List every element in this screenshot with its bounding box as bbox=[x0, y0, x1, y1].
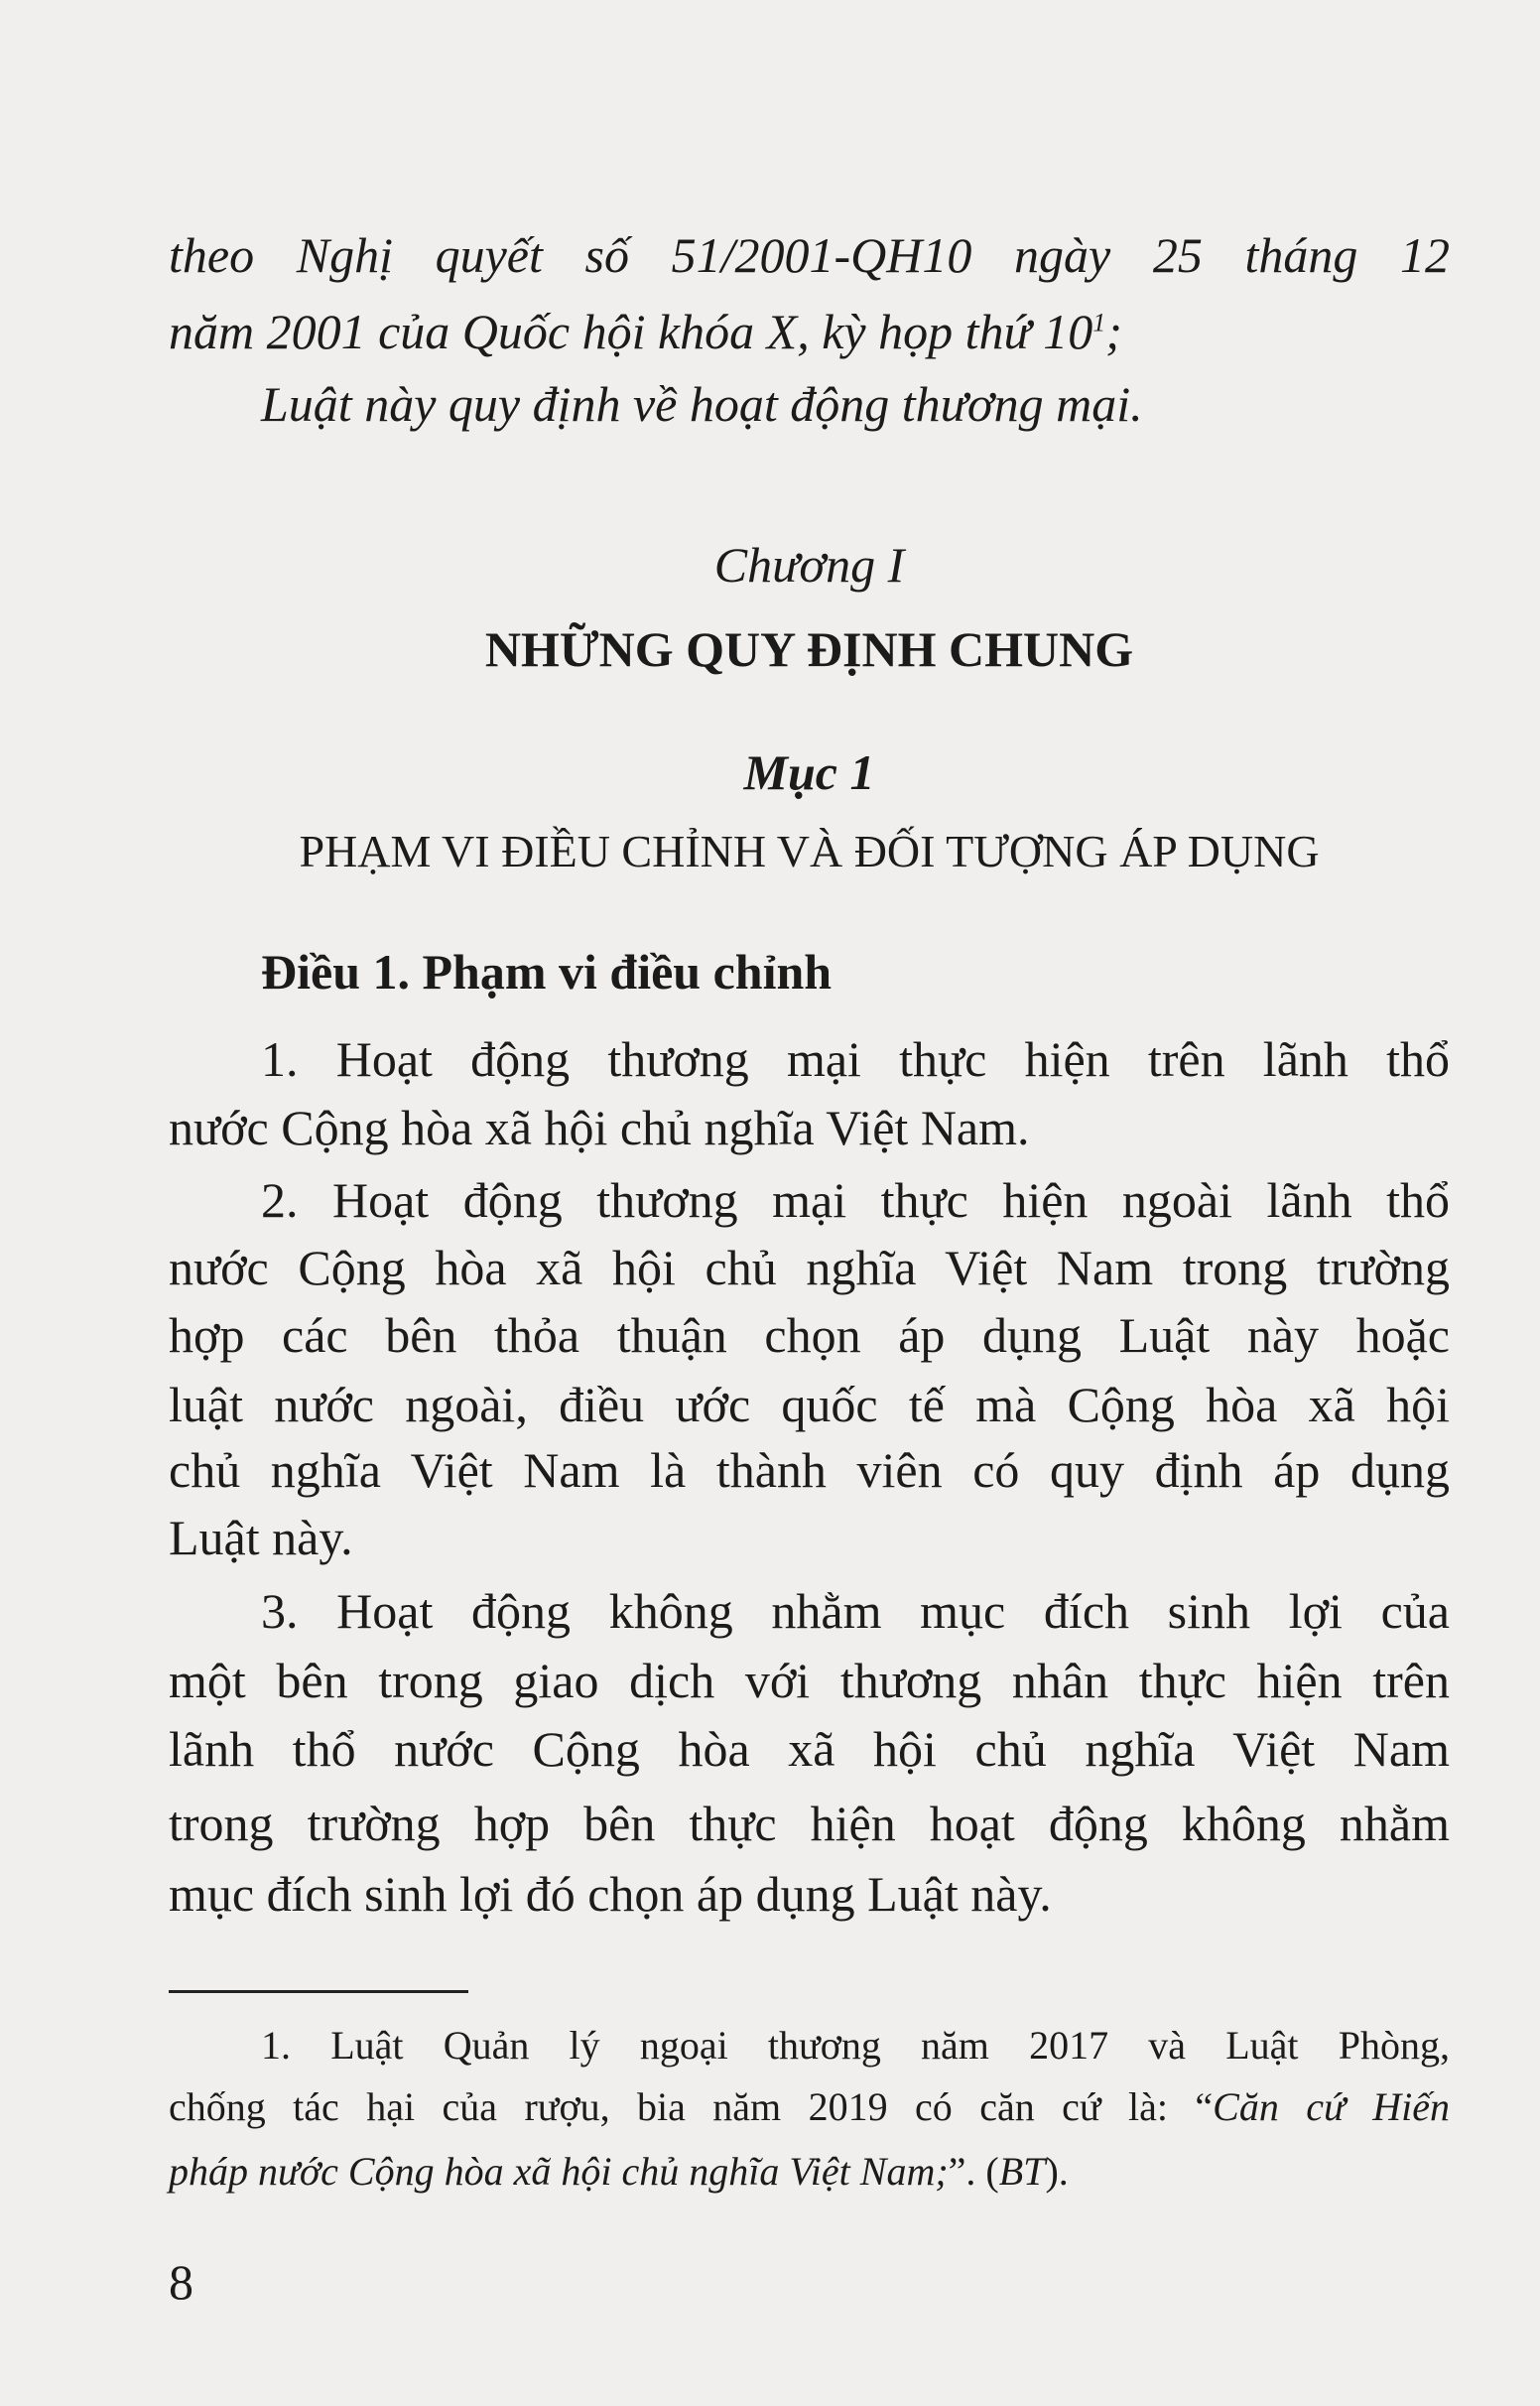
clause-line: chủ nghĩa Việt Nam là thành viên có quy định áp dụng bbox=[169, 1442, 1450, 1498]
clause-line: Luật này. bbox=[169, 1510, 353, 1565]
footnote-line bbox=[169, 2137, 1450, 2206]
clause-line: 2. Hoạt động thương mại thực hiện ngoài lãnh thổ bbox=[261, 1172, 1450, 1228]
clause-line: trong trường hợp bên thực hiện hoạt động không nhằm bbox=[169, 1796, 1450, 1851]
clause-line: một bên trong giao dịch với thương nhân thực hiện trên bbox=[169, 1653, 1450, 1708]
clause-line: mục đích sinh lợi đó chọn áp dụng Luật này. bbox=[169, 1866, 1052, 1922]
footnote-text: ). bbox=[1045, 2149, 1069, 2194]
chapter-label: Chương I bbox=[713, 537, 905, 593]
page-number: 8 bbox=[169, 2254, 193, 2310]
article-heading: Điều 1. Phạm vi điều chỉnh bbox=[261, 944, 833, 1000]
section-label: Mục 1 bbox=[743, 744, 875, 800]
preamble-line bbox=[169, 297, 1450, 366]
footnote-ref[interactable]: 1 bbox=[1092, 308, 1106, 337]
preamble-line: Luật này quy định về hoạt động thương mại. bbox=[261, 376, 1143, 432]
preamble-line: theo Nghị quyết số 51/2001-QH10 ngày 25 tháng 12 bbox=[169, 227, 1450, 283]
footnote-quote: pháp nước Cộng hòa xã hội chủ nghĩa Việt Nam; bbox=[169, 2149, 949, 2194]
clause-line: 3. Hoạt động không nhằm mục đích sinh lợi của bbox=[261, 1583, 1450, 1639]
punct: ; bbox=[1105, 304, 1122, 359]
footnote-text: ”. ( bbox=[948, 2149, 999, 2194]
footnote-line bbox=[169, 2072, 1450, 2142]
clause-line: nước Cộng hòa xã hội chủ nghĩa Việt Nam. bbox=[169, 1100, 1030, 1155]
footnote-line: 1. Luật Quản lý ngoại thương năm 2017 và Luật Phòng, bbox=[261, 2023, 1450, 2068]
clause-line: 1. Hoạt động thương mại thực hiện trên lãnh thổ bbox=[261, 1031, 1450, 1087]
clause-line: hợp các bên thỏa thuận chọn áp dụng Luật này hoặc bbox=[169, 1307, 1450, 1363]
clause-line: nước Cộng hòa xã hội chủ nghĩa Việt Nam trong trường bbox=[169, 1240, 1450, 1295]
chapter-title: NHỮNG QUY ĐỊNH CHUNG bbox=[484, 621, 1134, 677]
footnote-abbrev: BT bbox=[998, 2149, 1046, 2194]
footnote-divider bbox=[169, 1990, 468, 1993]
footnote-text: chống tác hại của rượu, bia năm 2019 có căn cứ là: “ bbox=[169, 2084, 1214, 2129]
preamble-text: năm 2001 của Quốc hội khóa X, kỳ họp thứ 10 bbox=[169, 304, 1093, 359]
clause-line: luật nước ngoài, điều ước quốc tế mà Cộng hòa xã hội bbox=[169, 1377, 1450, 1432]
footnote-quote: Căn cứ Hiến bbox=[1213, 2084, 1450, 2129]
section-title: PHẠM VI ĐIỀU CHỈNH VÀ ĐỐI TƯỢNG ÁP DỤNG bbox=[299, 826, 1320, 876]
clause-line: lãnh thổ nước Cộng hòa xã hội chủ nghĩa Việt Nam bbox=[169, 1721, 1450, 1777]
